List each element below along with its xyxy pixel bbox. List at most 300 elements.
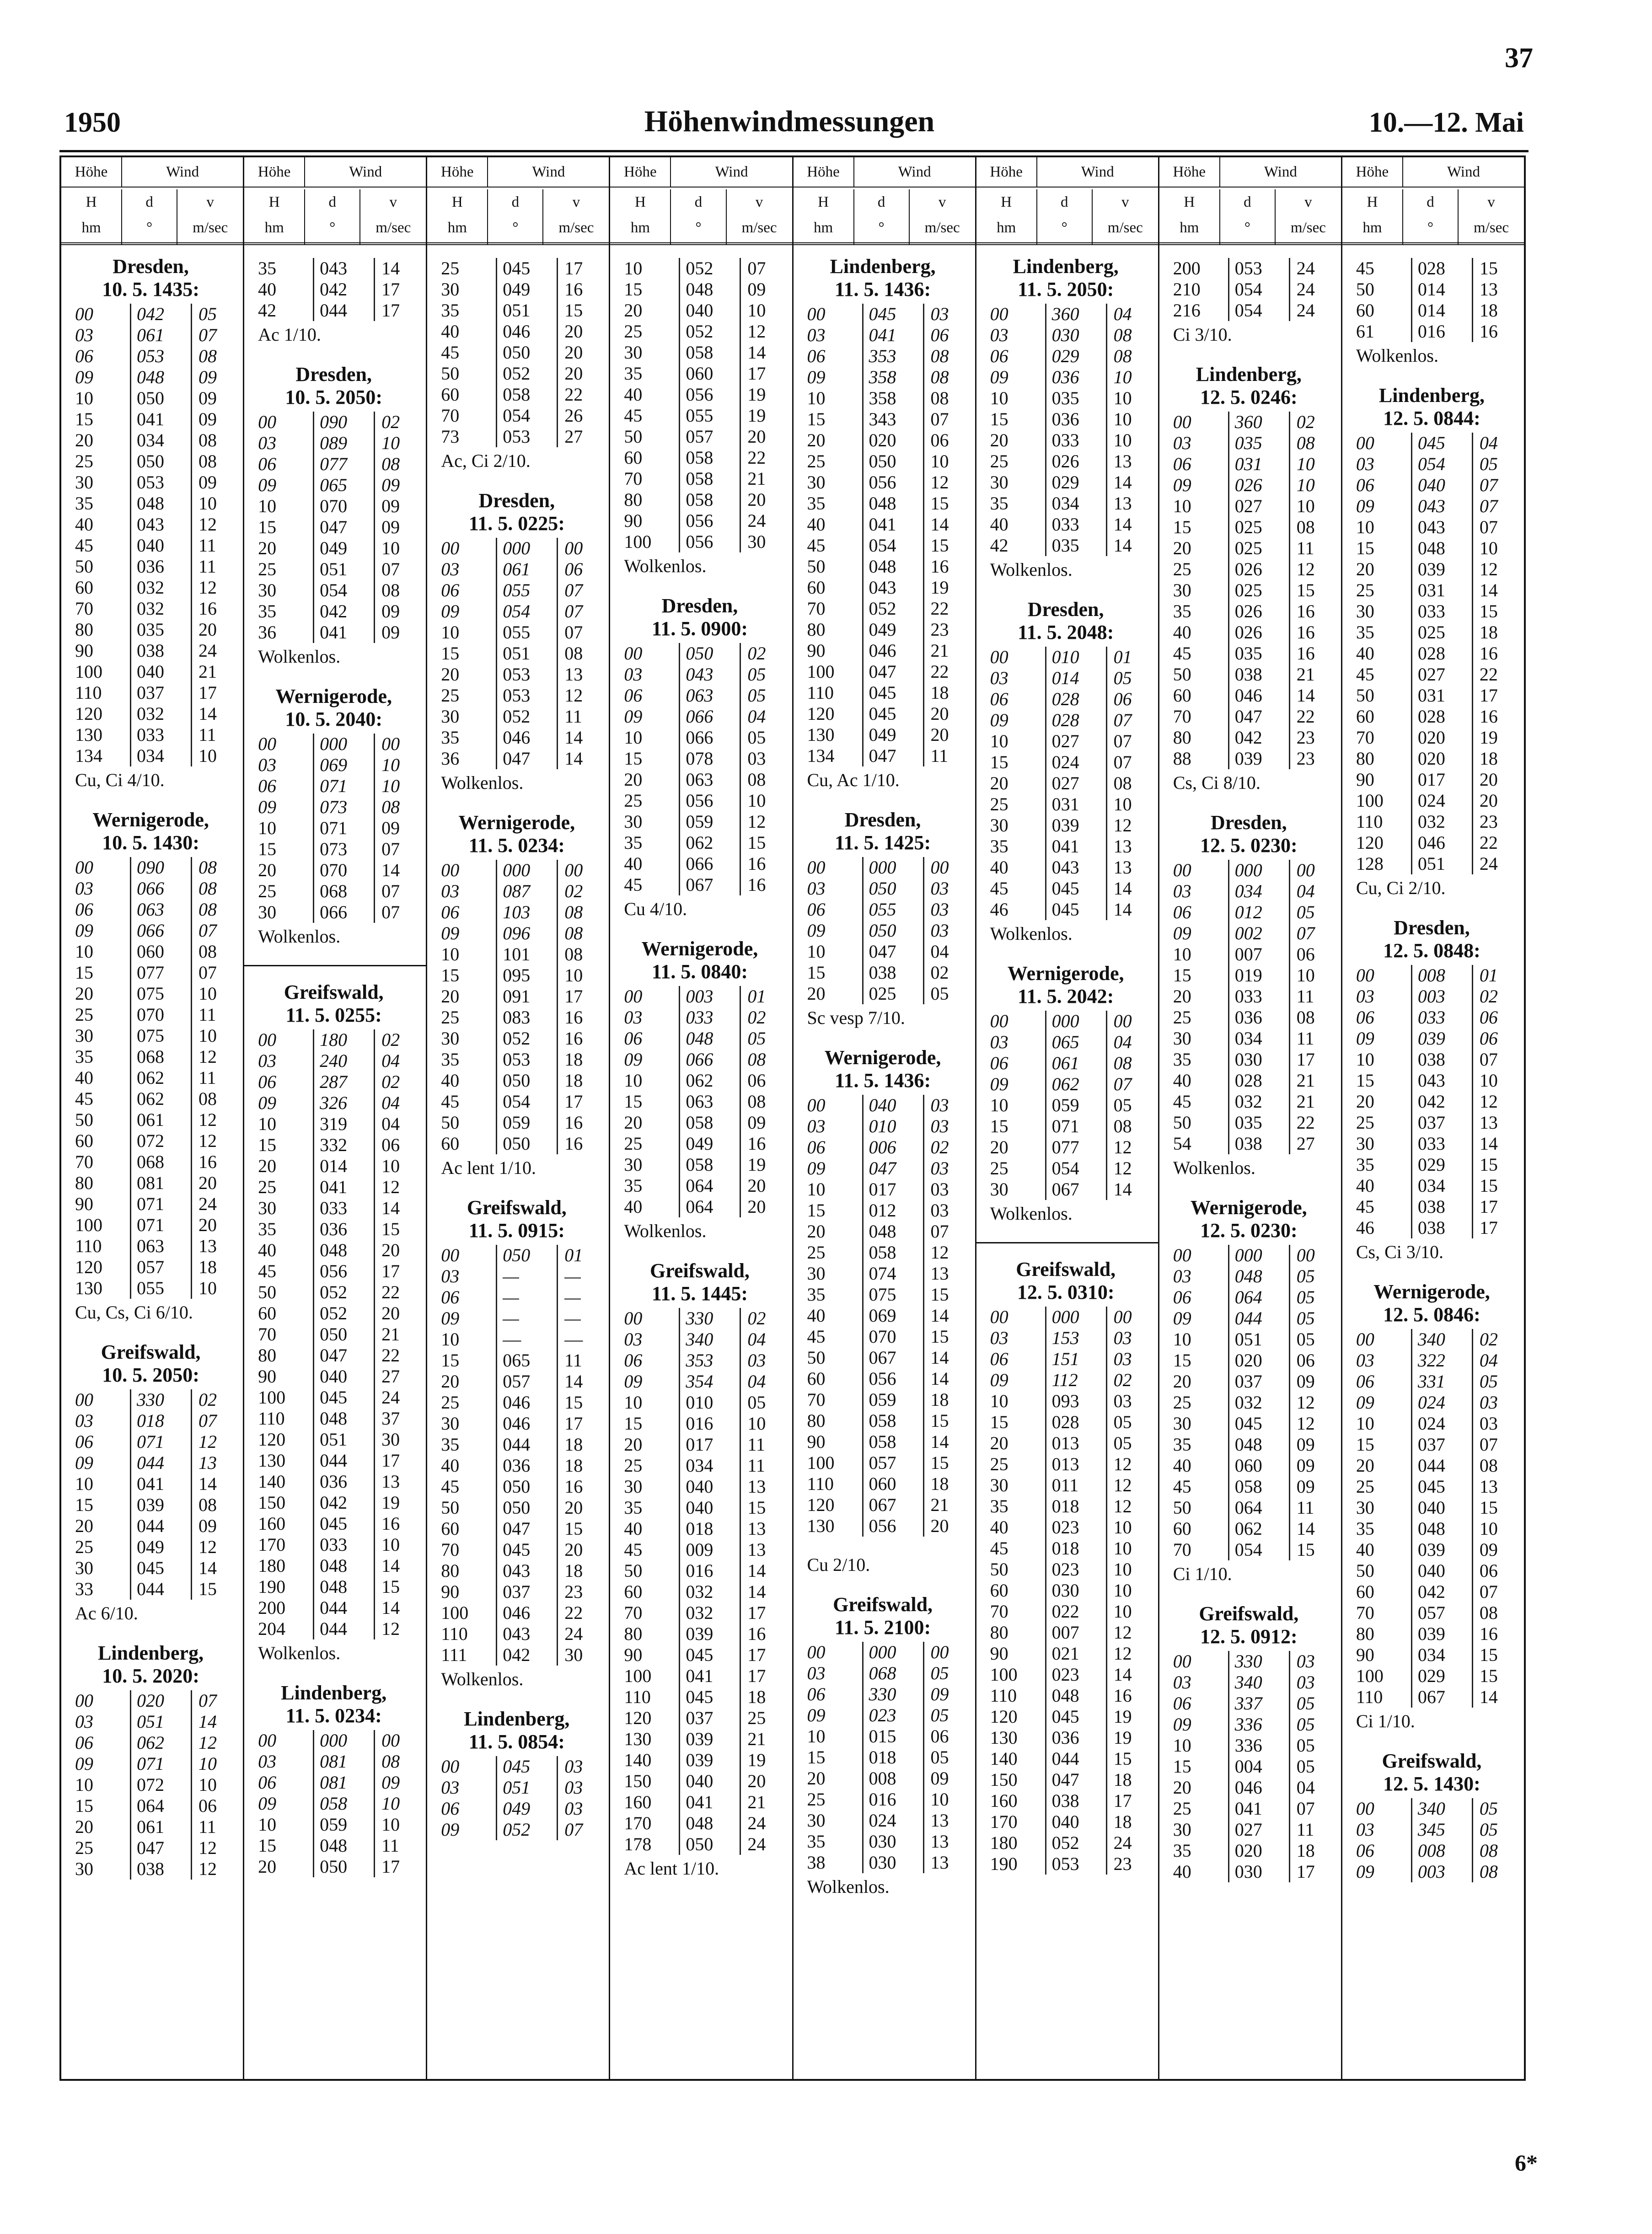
height-cell: 35: [624, 1497, 643, 1518]
speed-cell: 14: [740, 1560, 784, 1581]
speed-cell: 06: [374, 1135, 418, 1156]
speed-cell: 14: [1106, 1179, 1150, 1200]
height-cell: 09: [75, 1753, 93, 1774]
table-row: [441, 685, 606, 706]
direction-cell: 063: [679, 685, 740, 706]
speed-cell: 23: [923, 619, 967, 640]
table-row: [441, 1112, 606, 1133]
table-row: [258, 1492, 423, 1513]
speed-cell: 17: [1472, 1196, 1516, 1217]
direction-cell: 063: [679, 769, 740, 790]
table-row: [1356, 538, 1521, 559]
station-name: Wernigerode,: [824, 1046, 941, 1069]
data-rows: [1356, 1798, 1521, 1882]
speed-cell: 11: [557, 1350, 601, 1371]
height-cell: 09: [990, 710, 1008, 730]
direction-cell: 062: [1228, 1518, 1289, 1539]
direction-cell: 049: [862, 619, 923, 640]
table-row: [990, 1706, 1155, 1727]
station-name: Greifswald,: [1016, 1258, 1116, 1280]
table-row: [441, 1350, 606, 1371]
height-cell: 30: [441, 706, 460, 727]
height-cell: 40: [1356, 1539, 1374, 1560]
table-row: [624, 1539, 789, 1560]
wind-heading: Wind: [1264, 164, 1297, 180]
speed-cell: 16: [1106, 1685, 1150, 1706]
speed-cell: 24: [740, 1813, 784, 1834]
height-heading: Höhe: [1342, 157, 1403, 187]
station-time: 12. 5. 0912:: [1200, 1625, 1298, 1648]
direction-cell: 050: [496, 1133, 557, 1154]
speed-cell: 09: [191, 409, 235, 430]
data-rows: [1173, 1245, 1338, 1560]
data-rows: [441, 258, 606, 447]
direction-cell: 093: [1045, 1391, 1106, 1412]
direction-cell: 330: [679, 1308, 740, 1329]
v-heading: v: [1304, 194, 1312, 210]
table-row: [807, 1495, 972, 1516]
table-row: [441, 860, 606, 881]
table-row: [258, 1450, 423, 1471]
table-row: [441, 1308, 606, 1329]
height-cell: 00: [441, 1756, 460, 1777]
speed-cell: 04: [374, 1114, 418, 1135]
direction-cell: 062: [130, 1088, 191, 1109]
speed-cell: 17: [374, 1261, 418, 1282]
speed-cell: 11: [1289, 1497, 1333, 1518]
direction-cell: 358: [862, 367, 923, 388]
page-number: 37: [1505, 43, 1533, 74]
h-unit: hm: [813, 220, 833, 236]
speed-cell: 05: [1289, 1756, 1333, 1777]
speed-cell: 13: [374, 1471, 418, 1492]
direction-cell: 043: [1411, 517, 1472, 538]
cloud-note: Ac, Ci 2/10.: [441, 450, 531, 471]
direction-cell: 035: [1228, 1112, 1289, 1133]
speed-cell: 03: [557, 1756, 601, 1777]
table-row: [75, 1278, 240, 1299]
height-cell: 20: [1173, 1777, 1191, 1798]
speed-cell: 13: [923, 1263, 967, 1284]
height-cell: 30: [1356, 1133, 1374, 1154]
table-row: [441, 748, 606, 769]
table-row: [75, 1152, 240, 1173]
direction-cell: 067: [679, 874, 740, 895]
height-cell: 40: [1173, 1455, 1191, 1476]
table-row: [624, 531, 789, 552]
height-cell: 00: [75, 857, 93, 878]
direction-cell: 023: [1045, 1664, 1106, 1685]
table-row: [441, 965, 606, 986]
table-row: [807, 682, 972, 703]
table-row: [441, 1413, 606, 1434]
table-row: [1356, 748, 1521, 769]
speed-cell: 18: [1472, 622, 1516, 643]
height-cell: 80: [807, 1410, 826, 1431]
table-row: [75, 1130, 240, 1152]
height-cell: 20: [75, 1816, 93, 1837]
section-rule: [244, 965, 426, 966]
speed-cell: 00: [1106, 1011, 1150, 1032]
table-row: [990, 1328, 1155, 1349]
speed-cell: 11: [740, 1455, 784, 1476]
station-block: [258, 981, 423, 1664]
speed-cell: 19: [740, 384, 784, 405]
speed-cell: 18: [557, 1070, 601, 1091]
speed-cell: 07: [1472, 1581, 1516, 1602]
speed-cell: 04: [740, 706, 784, 727]
table-row: [807, 1242, 972, 1263]
speed-cell: 21: [191, 661, 235, 682]
direction-cell: 046: [1228, 1777, 1289, 1798]
height-cell: 00: [1173, 1651, 1191, 1671]
speed-cell: 07: [374, 902, 418, 923]
height-cell: 03: [441, 881, 460, 901]
direction-cell: 043: [679, 664, 740, 685]
data-rows: [258, 412, 423, 643]
direction-cell: 000: [1045, 1011, 1106, 1032]
direction-cell: 000: [1045, 1307, 1106, 1328]
data-rows: [441, 1756, 606, 1840]
speed-cell: 04: [923, 941, 967, 962]
direction-cell: 032: [130, 577, 191, 598]
height-cell: 46: [990, 899, 1008, 920]
direction-cell: 062: [679, 832, 740, 853]
table-row: [258, 1730, 423, 1751]
table-row: [75, 556, 240, 577]
direction-cell: 055: [862, 899, 923, 920]
table-row: [75, 920, 240, 941]
direction-cell: 069: [862, 1305, 923, 1326]
height-cell: 15: [258, 1135, 277, 1155]
direction-cell: 029: [1411, 1666, 1472, 1687]
direction-cell: 033: [1411, 601, 1472, 622]
speed-cell: 12: [1472, 1091, 1516, 1112]
direction-cell: 025: [862, 983, 923, 1004]
direction-cell: 070: [313, 860, 374, 881]
direction-cell: 050: [313, 1856, 374, 1877]
height-cell: 120: [258, 1429, 286, 1450]
speed-cell: 15: [374, 1219, 418, 1240]
height-cell: 46: [1356, 1217, 1374, 1238]
speed-cell: 19: [740, 1154, 784, 1175]
table-row: [807, 899, 972, 920]
speed-cell: 04: [374, 1093, 418, 1114]
direction-cell: 038: [130, 1859, 191, 1880]
height-cell: 45: [75, 1088, 93, 1109]
direction-cell: 038: [1411, 1217, 1472, 1238]
cloud-note: Wolkenlos.: [807, 1876, 890, 1897]
speed-cell: 03: [923, 1116, 967, 1137]
table-row: [1356, 832, 1521, 853]
direction-cell: 054: [862, 535, 923, 556]
speed-cell: 00: [1289, 1245, 1333, 1266]
height-cell: 60: [624, 1581, 643, 1602]
table-row: [1356, 1112, 1521, 1133]
speed-cell: 02: [923, 962, 967, 983]
speed-cell: 09: [191, 472, 235, 493]
direction-cell: 039: [1045, 815, 1106, 836]
height-cell: 35: [624, 832, 643, 853]
d-unit: °: [695, 220, 702, 236]
table-row: [624, 811, 789, 832]
height-cell: 80: [75, 619, 93, 640]
speed-cell: 03: [740, 1350, 784, 1371]
direction-cell: 054: [1411, 454, 1472, 475]
data-rows: [1173, 1651, 1338, 1882]
table-row: [258, 1793, 423, 1814]
direction-cell: 041: [679, 1666, 740, 1687]
table-row: [441, 986, 606, 1007]
speed-cell: 10: [191, 983, 235, 1004]
direction-cell: 055: [130, 1278, 191, 1299]
direction-cell: 063: [130, 1236, 191, 1257]
speed-cell: 22: [374, 1282, 418, 1303]
speed-cell: 07: [374, 559, 418, 580]
direction-cell: 018: [1045, 1538, 1106, 1559]
table-row: [441, 1392, 606, 1413]
speed-cell: 18: [923, 1473, 967, 1495]
direction-cell: 035: [130, 619, 191, 640]
table-row: [1356, 300, 1521, 321]
table-row: [75, 1257, 240, 1278]
table-row: [441, 559, 606, 580]
speed-cell: 11: [374, 1835, 418, 1856]
speed-cell: 22: [1289, 706, 1333, 727]
speed-cell: 09: [1472, 1539, 1516, 1560]
speed-cell: 17: [557, 1091, 601, 1112]
height-cell: 00: [990, 1011, 1008, 1031]
cloud-note: Ac 6/10.: [75, 1603, 138, 1623]
height-cell: 30: [1173, 1413, 1191, 1434]
station-time: 11. 5. 0234:: [468, 834, 565, 857]
table-row: [1356, 1581, 1521, 1602]
speed-cell: 08: [374, 1751, 418, 1772]
table-row: [807, 857, 972, 878]
direction-cell: 020: [1411, 727, 1472, 748]
height-cell: 70: [624, 468, 643, 489]
table-row: [807, 1326, 972, 1347]
speed-cell: 12: [191, 1859, 235, 1880]
height-cell: 50: [624, 426, 643, 447]
direction-cell: 030: [1045, 325, 1106, 346]
height-cell: 130: [258, 1450, 286, 1471]
height-cell: 110: [258, 1408, 285, 1429]
direction-cell: 033: [130, 724, 191, 745]
direction-cell: 024: [1411, 1413, 1472, 1434]
height-cell: 09: [624, 706, 643, 727]
speed-cell: 02: [374, 1071, 418, 1093]
height-cell: 45: [624, 1539, 643, 1560]
speed-cell: 14: [1289, 685, 1333, 706]
height-cell: 120: [990, 1706, 1018, 1727]
speed-cell: 15: [1472, 1497, 1516, 1518]
height-cell: 30: [807, 1263, 826, 1284]
speed-cell: 16: [557, 1028, 601, 1049]
table-row: [990, 752, 1155, 773]
direction-cell: 046: [496, 1392, 557, 1413]
direction-cell: 018: [679, 1518, 740, 1539]
direction-cell: 064: [1228, 1497, 1289, 1518]
data-rows: [807, 1095, 972, 1537]
height-cell: 15: [258, 1835, 277, 1856]
speed-cell: 05: [1289, 902, 1333, 923]
speed-cell: 15: [923, 1284, 967, 1305]
station-time: 11. 5. 0225:: [468, 512, 565, 535]
speed-cell: 02: [557, 881, 601, 902]
speed-cell: 14: [557, 1371, 601, 1392]
direction-cell: 068: [313, 881, 374, 902]
wind-heading: Wind: [715, 164, 748, 180]
speed-cell: 23: [557, 1581, 601, 1602]
direction-cell: 101: [496, 944, 557, 965]
direction-cell: 074: [862, 1263, 923, 1284]
column-header: [610, 157, 792, 245]
table-row: [624, 279, 789, 300]
direction-cell: 054: [1228, 1539, 1289, 1560]
height-cell: 15: [1356, 1434, 1374, 1455]
height-cell: 10: [441, 622, 460, 643]
table-row: [258, 1114, 423, 1135]
speed-cell: 12: [740, 321, 784, 342]
direction-cell: 000: [313, 1730, 374, 1751]
speed-cell: 06: [1289, 944, 1333, 965]
height-cell: 30: [75, 1859, 93, 1879]
table-row: [1356, 643, 1521, 664]
direction-cell: 075: [130, 1025, 191, 1046]
height-cell: 35: [990, 836, 1008, 857]
station-name: Dresden,: [478, 489, 555, 512]
height-cell: 20: [258, 1856, 277, 1877]
h-unit: hm: [447, 220, 467, 236]
direction-cell: 020: [130, 1690, 191, 1711]
direction-cell: 039: [679, 1729, 740, 1750]
table-row: [258, 538, 423, 559]
speed-cell: 14: [1472, 580, 1516, 601]
speed-cell: 06: [557, 559, 601, 580]
table-row: [75, 1711, 240, 1732]
height-cell: 15: [807, 1747, 826, 1768]
station-name: Lindenberg,: [464, 1708, 570, 1730]
direction-cell: 050: [130, 451, 191, 472]
station-name: Greifswald,: [1382, 1750, 1482, 1772]
speed-cell: 16: [191, 598, 235, 619]
direction-cell: 358: [862, 388, 923, 409]
height-cell: 50: [1356, 685, 1374, 706]
height-cell: 00: [258, 412, 277, 432]
direction-cell: 057: [130, 1257, 191, 1278]
table-row: [1173, 727, 1338, 748]
table-row: [441, 1266, 606, 1287]
height-cell: 03: [258, 1050, 277, 1071]
cloud-note: Ac lent 1/10.: [624, 1858, 719, 1879]
table-row: [807, 1810, 972, 1831]
table-row: [441, 405, 606, 426]
direction-cell: 056: [862, 472, 923, 493]
station-block: [990, 1258, 1155, 1875]
table-row: [1173, 559, 1338, 580]
v-heading: v: [1121, 194, 1129, 210]
height-cell: 09: [990, 367, 1008, 387]
direction-cell: 039: [130, 1495, 191, 1516]
height-cell: 30: [258, 902, 277, 922]
table-row: [75, 661, 240, 682]
table-row: [624, 1112, 789, 1133]
height-cell: 00: [1356, 1798, 1374, 1819]
speed-cell: 10: [1106, 1601, 1150, 1622]
direction-cell: 042: [313, 601, 374, 622]
h-unit: hm: [1180, 220, 1199, 236]
station-name: Dresden,: [113, 255, 189, 278]
height-cell: 30: [258, 1198, 277, 1218]
station-block: [807, 255, 972, 791]
station-time: 11. 5. 0915:: [468, 1219, 565, 1242]
height-cell: 03: [624, 1329, 643, 1350]
table-row: [807, 640, 972, 661]
direction-cell: 067: [862, 1347, 923, 1368]
height-cell: 09: [441, 601, 460, 621]
direction-cell: 040: [130, 661, 191, 682]
direction-cell: 026: [1045, 451, 1106, 472]
speed-cell: 10: [374, 1534, 418, 1555]
height-cell: 110: [75, 682, 102, 703]
speed-cell: 19: [374, 1492, 418, 1513]
speed-cell: 02: [374, 412, 418, 433]
direction-cell: 151: [1045, 1349, 1106, 1370]
table-row: [441, 279, 606, 300]
station-block: [258, 1682, 423, 1877]
height-cell: 25: [990, 1454, 1008, 1474]
table-row: [258, 734, 423, 755]
height-cell: 35: [75, 493, 93, 514]
direction-cell: 336: [1228, 1714, 1289, 1735]
table-row: [807, 514, 972, 535]
speed-cell: 09: [191, 1516, 235, 1537]
height-cell: 03: [441, 1266, 460, 1286]
speed-cell: 11: [1289, 1819, 1333, 1840]
table-row: [258, 622, 423, 643]
table-row: [624, 790, 789, 811]
direction-cell: 048: [862, 556, 923, 577]
table-row: [990, 710, 1155, 731]
speed-cell: 08: [374, 454, 418, 475]
data-rows: [258, 734, 423, 923]
direction-cell: 051: [496, 300, 557, 321]
speed-cell: 24: [191, 640, 235, 661]
height-cell: 10: [990, 731, 1008, 751]
height-cell: 80: [990, 1622, 1008, 1643]
direction-cell: 025: [1411, 622, 1472, 643]
height-cell: 20: [807, 983, 826, 1004]
speed-cell: 14: [374, 1597, 418, 1618]
height-cell: 40: [1173, 1070, 1191, 1091]
speed-cell: —: [557, 1329, 601, 1350]
height-cell: 70: [1173, 1539, 1191, 1560]
height-cell: 09: [1173, 1308, 1191, 1329]
h-heading: H: [634, 194, 646, 210]
speed-cell: 12: [1106, 1137, 1150, 1158]
speed-cell: 14: [923, 1368, 967, 1389]
direction-cell: 287: [313, 1071, 374, 1093]
direction-cell: 042: [496, 1645, 557, 1666]
station-block: [258, 685, 423, 948]
table-row: [624, 748, 789, 769]
direction-cell: 112: [1045, 1370, 1106, 1391]
table-row: [807, 430, 972, 451]
speed-cell: 06: [1472, 1560, 1516, 1581]
table-row: [75, 1838, 240, 1859]
table-row: [1173, 664, 1338, 685]
